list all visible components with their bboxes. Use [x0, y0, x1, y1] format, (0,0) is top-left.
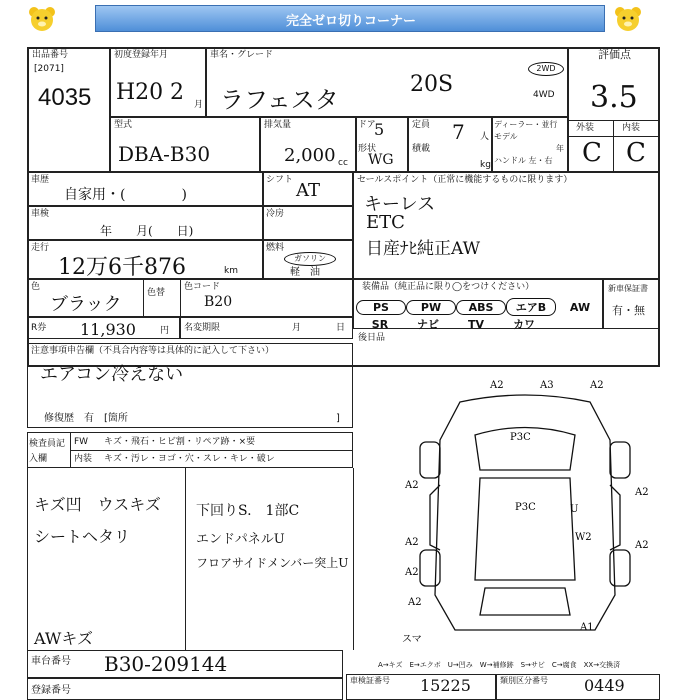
name-change-month: 月 — [292, 323, 302, 333]
repair-end: ] — [336, 413, 340, 424]
shift-value: AT — [296, 180, 321, 201]
equip-row2 — [356, 313, 548, 332]
usage-label: 車歴 — [31, 175, 50, 185]
remarks-right-2: エンドパネルU — [196, 532, 285, 547]
load-label: 積載 — [412, 144, 431, 154]
eval-score: 3.5 — [590, 80, 638, 115]
selling-line3: 日産ﾅﾋ純正AW — [366, 239, 481, 259]
remarks-right-3: フロアサイドメンバー突上U — [196, 556, 349, 570]
recycle-value: 11,930 — [80, 320, 136, 339]
reg-label: 登録番号 — [31, 685, 71, 696]
eval-ext-label: 外装 — [576, 123, 595, 133]
warranty-value: 有・無 — [612, 304, 645, 317]
model-value: DBA-B30 — [118, 142, 211, 166]
first-reg-era: H20 — [116, 80, 164, 105]
remarks-right-1: 下回りS. 1部C — [196, 503, 300, 519]
cert-value: 15225 — [420, 676, 471, 695]
fuel-label: 燃料 — [266, 243, 285, 253]
remarks-left-2: シートヘタリ — [34, 527, 131, 546]
warranty-label: 新車保証書 — [608, 284, 648, 293]
dealer-model-label: モデル — [494, 132, 518, 141]
dealer-label: ディーラー・並行 — [494, 120, 558, 129]
equip-item: カワ — [513, 318, 535, 331]
eval-interior: C — [626, 138, 646, 168]
mileage-label: 走行 — [31, 243, 50, 253]
header-title: 完全ゼロ切りコーナー — [285, 14, 416, 29]
damage-mark: P3C — [515, 502, 536, 513]
cooler-label: 冷房 — [266, 209, 285, 219]
recycle-unit: 円 — [160, 326, 170, 336]
name-change-label: 名変期限 — [184, 323, 221, 333]
damage-mark: U — [570, 504, 579, 515]
lot-sub: [2071] — [34, 64, 64, 74]
capacity-value: 7 — [452, 120, 465, 144]
fuel-gasoline: ガソリン — [284, 252, 336, 266]
model-label: 型式 — [114, 120, 133, 130]
first-reg-month: 2 — [170, 80, 184, 105]
eval-int-label: 内装 — [622, 123, 641, 133]
checker-int-items: キズ・汚レ・ヨゴ・穴・スレ・キレ・破レ — [104, 454, 275, 464]
mileage-unit: km — [224, 266, 238, 276]
notes-label: 注意事項申告欄（不具合内容等は具体的に記入して下さい） — [31, 346, 275, 356]
checker-fw-items: キズ・飛石・ヒビ割・リペア跡・×要 — [104, 437, 256, 447]
damage-mark: A2 — [635, 540, 649, 551]
lot-number: 4035 — [38, 84, 92, 111]
equip-item: PW — [406, 300, 456, 315]
shift-label: シフト — [266, 175, 294, 185]
shape-label: 形状 — [358, 144, 377, 154]
color-no-label: 色替 — [147, 288, 166, 298]
recycle-label: R券 — [31, 323, 47, 333]
damage-mark: A2 — [405, 537, 419, 548]
vin-label: 車台番号 — [31, 656, 71, 667]
selling-line1: キーレス — [364, 194, 436, 215]
remarks-left-1: キズ凹 ウスキズ — [34, 495, 161, 514]
selling-label: セールスポイント（正常に機能するものに限ります） — [357, 175, 573, 185]
damage-mark: A2 — [635, 487, 649, 498]
equip-item: PS — [356, 300, 406, 315]
capacity-label: 定員 — [412, 120, 431, 130]
load-unit: kg — [480, 160, 491, 170]
class-value: 0449 — [584, 676, 625, 695]
car-damage-diagram — [390, 380, 660, 650]
damage-mark: A2 — [405, 567, 419, 578]
damage-mark: W2 — [575, 532, 592, 543]
damage-mark: A2 — [408, 597, 422, 608]
shape-value: WG — [368, 152, 394, 168]
dealer-handle-label: ハンドル 左・右 — [494, 156, 553, 165]
eval-label: 評価点 — [598, 48, 631, 61]
doors-value: 5 — [374, 120, 385, 139]
bear-mascot-icon — [28, 6, 56, 32]
equip-label: 装備品（純正品に限り◯をつけください） — [362, 282, 535, 292]
color-code: B20 — [204, 294, 233, 310]
damage-mark: スマ — [402, 634, 422, 645]
equip-item: エアB — [506, 298, 556, 316]
displacement-value: 2,000 — [284, 145, 336, 166]
checker-label: 検査員記入欄 — [29, 439, 66, 464]
class-label: 類別区分番号 — [500, 676, 548, 685]
inspection-label: 車検 — [31, 209, 50, 219]
car-grade: 20S — [410, 72, 454, 97]
damage-mark: A2 — [490, 380, 504, 391]
dealer-year-label: 年 — [556, 144, 564, 153]
equip-item: ナビ — [417, 318, 439, 331]
equip-item: ABS — [456, 300, 506, 315]
repair-label: 修復歴 有 [箇所 — [44, 413, 128, 424]
fuel-diesel: 軽 油 — [290, 267, 320, 278]
damage-mark: A2 — [405, 480, 419, 491]
color-value: ブラック — [50, 294, 122, 315]
drive-2wd: 2WD — [528, 62, 564, 76]
checker-int-label: 内装 — [74, 454, 93, 464]
bear-mascot-icon — [614, 6, 642, 32]
vin-value: B30-209144 — [104, 652, 228, 676]
mileage-value: 12万6千876 — [58, 255, 186, 280]
first-reg-unit: 月 — [194, 100, 204, 110]
displacement-unit: cc — [338, 158, 348, 168]
displacement-label: 排気量 — [264, 120, 292, 130]
diagram-legend: A→キズ E→エクボ U→凹み W→補修跡 S→サビ C→腐食 XX→交換済 — [378, 661, 621, 669]
lot-label: 出品番号 — [32, 50, 69, 60]
cert-label: 車検証番号 — [350, 676, 390, 685]
usage-value: 自家用・( ) — [64, 187, 187, 203]
damage-mark: A3 — [540, 380, 554, 391]
reg-box — [27, 678, 343, 700]
equip-item: TV — [467, 318, 485, 331]
inspection-value: 年 月( 日) — [100, 224, 194, 238]
first-reg-label: 初度登録年月 — [114, 50, 169, 60]
eval-exterior: C — [582, 138, 602, 168]
doors-label: ドア — [358, 120, 376, 130]
damage-mark: A1 — [580, 622, 594, 633]
car-label: 車名・グレード — [210, 50, 274, 60]
color-label: 色 — [31, 282, 41, 292]
capacity-unit: 人 — [480, 132, 490, 142]
notes-text: エアコン冷えない — [40, 364, 184, 385]
rear-seat-label: 後日品 — [358, 333, 386, 343]
damage-mark: P3C — [510, 432, 531, 443]
drive-4wd: 4WD — [533, 90, 555, 100]
car-name: ラフェスタ — [220, 86, 339, 114]
remarks-left-3: AWキズ — [34, 629, 94, 648]
color-code-label: 色コード — [184, 282, 221, 292]
header-banner — [95, 5, 605, 32]
equip-item: SR — [371, 318, 389, 331]
selling-line2: ETC — [366, 212, 405, 233]
checker-fw-label: FW — [74, 437, 89, 447]
equip-item: AW — [569, 301, 591, 314]
damage-mark: A2 — [590, 380, 604, 391]
name-change-day: 日 — [336, 323, 346, 333]
